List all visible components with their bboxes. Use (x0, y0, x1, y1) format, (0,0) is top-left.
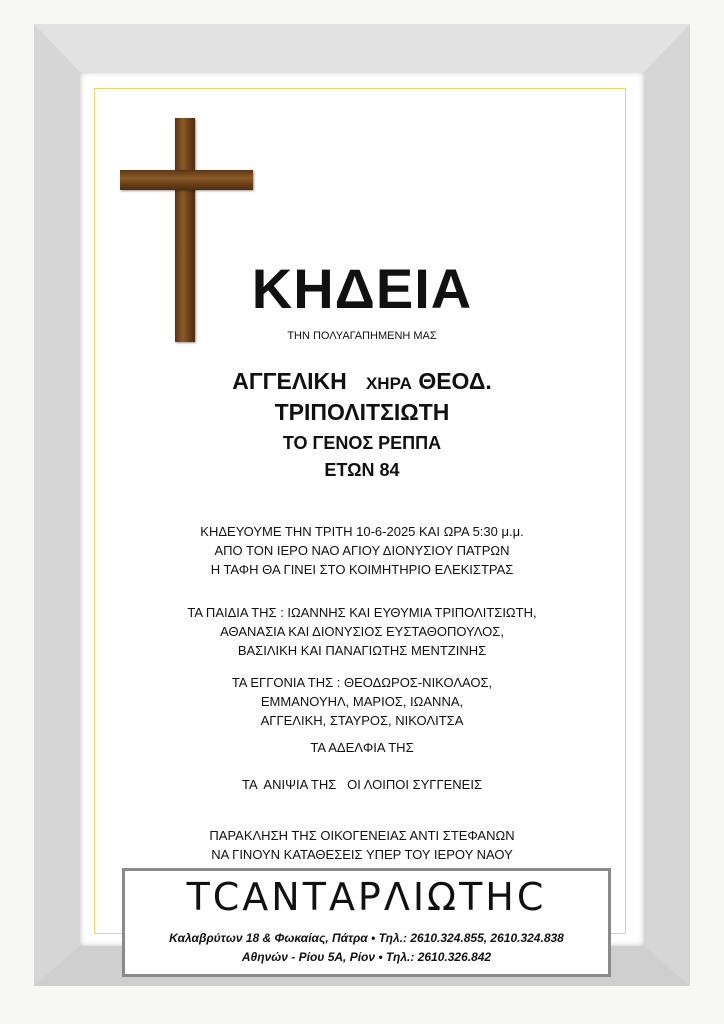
nephews-text: ΤΑ ΑΝΙΨΙΑ ΤΗΣ ΟΙ ΛΟΙΠΟΙ ΣΥΓΓΕΝΕΙΣ (242, 777, 482, 792)
children-line: ΤΑ ΠΑΙΔΙΑ ΤΗΣ : ΙΩΑΝΝΗΣ ΚΑΙ ΕΥΘΥΜΙΑ ΤΡΙΠΟΛΙΤΣΙΩΤΗ, (187, 605, 537, 620)
siblings-text: ΤΑ ΑΔΕΛΦΙΑ ΤΗΣ (310, 740, 414, 755)
children-list (80, 603, 644, 660)
deceased-name-line (80, 368, 644, 395)
grandchildren-line: ΕΜΜΑΝΟΥΗΛ, ΜΑΡΙΟΣ, ΙΩΑΝΝΑ, (260, 694, 464, 709)
funeral-home-address-2: Αθηνών - Ρίου 5Α, Ρίον • Τηλ.: 2610.326.842 (241, 950, 492, 964)
notice-title: ΚΗΔΕΙΑ (251, 257, 473, 320)
funeral-line: ΚΗΔΕΥΟΥΜΕ ΤΗΝ ΤΡΙΤΗ 10-6-2025 ΚΑΙ ΩΡΑ 5:30 μ.μ. (200, 524, 524, 539)
funeral-home-ad (122, 868, 611, 977)
funeral-line: Η ΤΑΦΗ ΘΑ ΓΙΝΕΙ ΣΤΟ ΚΟΙΜΗΤΗΡΙΟ ΕΛΕΚΙΣΤΡΑΣ (210, 562, 514, 577)
request-line: ΝΑ ΓΙΝΟΥΝ ΚΑΤΑΘΕΣΕΙΣ ΥΠΕΡ ΤΟΥ ΙΕΡΟΥ ΝΑΟΥ (211, 847, 513, 862)
funeral-home-logo: ΤϹΑΝΤΑΡΛΙΩΤΗϹ (186, 875, 547, 919)
cross-horizontal-beam (120, 170, 253, 190)
family-request (80, 826, 644, 864)
funeral-details (80, 522, 644, 579)
grandchildren-line: ΤΑ ΕΓΓΟΝΙΑ ΤΗΣ : ΘΕΟΔΩΡΟΣ-ΝΙΚΟΛΑΟΣ, (231, 675, 493, 690)
children-line: ΒΑΣΙΛΙΚΗ ΚΑΙ ΠΑΝΑΓΙΩΤΗΣ ΜΕΝΤΖΙΝΗΣ (237, 643, 487, 658)
deceased-age: ΕΤΩΝ 84 (324, 460, 400, 480)
children-line: ΑΘΑΝΑΣΙΑ ΚΑΙ ΔΙΟΝΥΣΙΟΣ ΕΥΣΤΑΘΟΠΟΥΛΟΣ, (220, 624, 504, 639)
grandchildren-list (80, 673, 644, 730)
intro-text: ΤΗΝ ΠΟΛΥΑΓΑΠΗΜΕΝΗ ΜΑΣ (287, 330, 437, 342)
gold-inner-border (94, 88, 626, 934)
funeral-home-address-1: Καλαβρύτων 18 & Φωκαίας, Πάτρα • Τηλ.: 2610.324.855, 2610.324.838 (169, 931, 564, 945)
grandchildren-line: ΑΓΓΕΛΙΚΗ, ΣΤΑΥΡΟΣ, ΝΙΚΟΛΙΤΣΑ (260, 713, 464, 728)
maiden-name: ΤΟ ΓΕΝΟΣ ΡΕΠΠΑ (282, 433, 442, 453)
request-line: ΠΑΡΑΚΛΗΣΗ ΤΗΣ ΟΙΚΟΓΕΝΕΙΑΣ ΑΝΤΙ ΣΤΕΦΑΝΩΝ (209, 828, 515, 843)
widow-label: ΧΗΡΑ (365, 374, 412, 393)
funeral-line: ΑΠΟ ΤΟΝ ΙΕΡΟ ΝΑΟ ΑΓΙΟΥ ΔΙΟΝΥΣΙΟΥ ΠΑΤΡΩΝ (214, 543, 510, 558)
husband-name: ΘΕΟΔ. (418, 368, 492, 394)
deceased-first-name: ΑΓΓΕΛΙΚΗ (232, 368, 347, 394)
deceased-surname: ΤΡΙΠΟΛΙΤΣΙΩΤΗ (274, 399, 450, 425)
